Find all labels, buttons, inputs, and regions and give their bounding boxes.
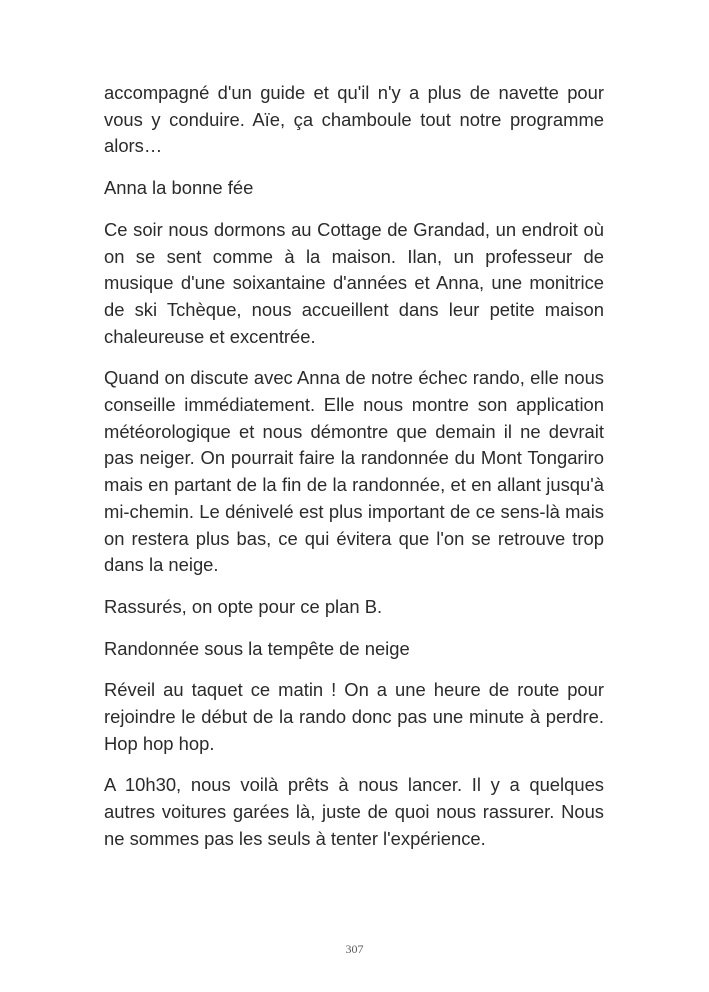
page-number: 307 (345, 942, 364, 956)
section-heading-anna: Anna la bonne fée (104, 177, 254, 199)
section-heading-randonnee: Randonnée sous la tempête de neige (104, 637, 410, 659)
paragraph-reveil: Réveil au taquet ce matin ! On a une heure de route pour rejoindre le début de la rando donc pas une minute à perdre. Hop hop hop. (104, 679, 604, 754)
paragraph-plan-b: Rassurés, on opte pour ce plan B. (104, 595, 383, 617)
paragraph-continuation: accompagné d'un guide et qu'il n'y a plus de navette pour vous y conduire. Aïe, ça chamboule tout notre programme alors… (104, 82, 604, 157)
paragraph-advice: Quand on discute avec Anna de notre échec rando, elle nous conseille immédiatement. Elle nous montre son application météorologique et nous démontre que demain il ne devrait pas neiger. On pourrait faire la randonnée du Mont Tongariro mais en partant de la fin de la randonnée, et en allant jusqu'à mi-chemin. Le dénivelé est plus important de ce sens-là mais on restera plus bas, ce qui évitera que l'on se retrouve trop dans la neige. (104, 367, 604, 576)
paragraph-cottage: Ce soir nous dormons au Cottage de Grandad, un endroit où on se sent comme à la maison. Ilan, un professeur de musique d'une soixantaine d'années et Anna, une monitrice de ski Tchèque, nous accueillent dans leur petite maison chaleureuse et excentrée. (104, 218, 604, 347)
paragraph-depart: A 10h30, nous voilà prêts à nous lancer. Il y a quelques autres voitures garées là, juste de quoi nous rassurer. Nous ne sommes pas les seuls à tenter l'expérience. (104, 774, 604, 849)
page-body (104, 80, 604, 868)
